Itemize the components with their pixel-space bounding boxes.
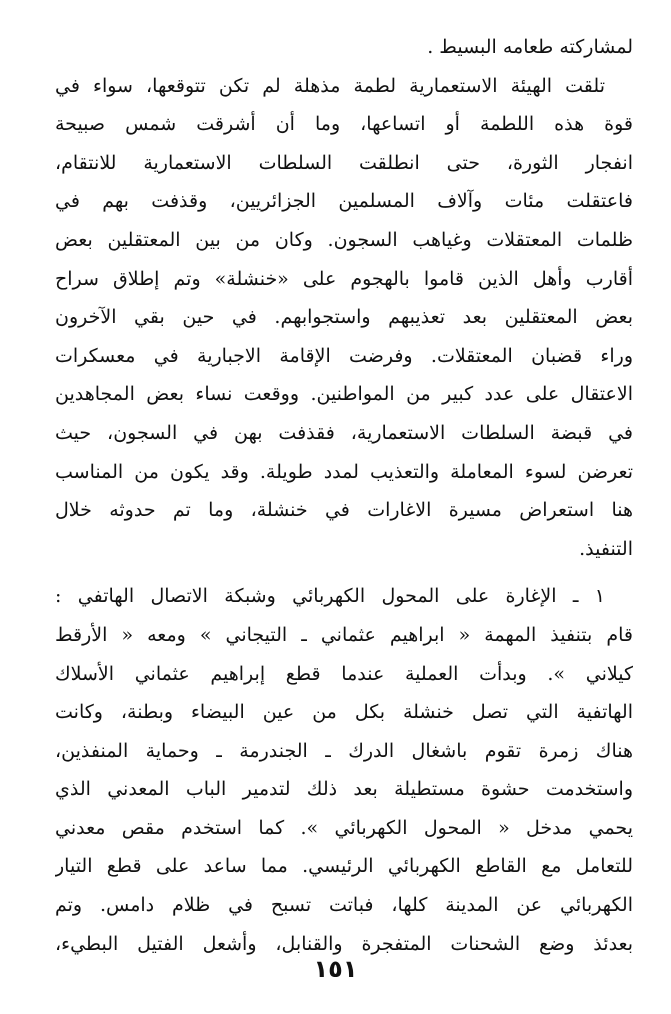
text-line: كيلاني ». وبدأت العملية عندما قطع إبراهيم عثماني الأسلاك [55,662,633,685]
text-line: انفجار الثورة، حتى انطلقت السلطات الاستعمارية للانتقام، [55,151,633,174]
text-line: الكهربائي عن المدينة كلها، فباتت تسبح في ظلام دامس. وتم [55,894,633,917]
paragraph-1 [55,28,633,67]
text-line: بعدئذ وضع الشحنات المتفجرة والقنابل، وأشعل الفتيل البطيء، [55,932,633,955]
text-line: يحمي مدخل « المحول الكهربائي ». كما استخدم مقص معدني [55,816,633,839]
page-body [55,28,633,963]
text-line: قام بتنفيذ المهمة « ابراهيم عثماني ـ التيجاني » ومعه « الأرقط [55,623,633,646]
text-line: واستخدمت حشوة مستطيلة بعد ذلك لتدمير الباب المعدني الذي [55,778,633,801]
text-line: هنا استعراض مسيرة الاغارات في خنشلة، وما تم حدوثه خلال [55,499,633,522]
text-line: للتعامل مع القاطع الكهربائي الرئيسي. مما ساعد على قطع التيار [55,855,633,878]
text-line: هناك زمرة تقوم باشغال الدرك ـ الجندرمة ـ وحماية المنفذين، [55,739,633,762]
page-number: ١٥١ [313,955,358,983]
text-line: لمشاركته طعامه البسيط . [427,36,633,58]
text-line: في قبضة السلطات الاستعمارية، فقذفت بهن في السجون، حيث [55,421,633,444]
text-line: تلقت الهيئة الاستعمارية لطمة مذهلة لم تكن تتوقعها، سواء في [55,74,605,97]
paragraph-gap [55,568,633,577]
text-line: بعض المعتقلين بعد تعذيبهم واستجوابهم. في حين بقي الآخرون [55,306,633,329]
text-line: تعرضن لسوء المعاملة والتعذيب لمدد طويلة. وقد يكون من المناسب [55,460,633,483]
section-heading-line: ١ ـ الإغارة على المحول الكهربائي وشبكة الاتصال الهاتفي : [55,585,605,608]
text-line: التنفيذ. [579,537,633,560]
text-line: الهاتفية التي تصل خنشلة بكل من عين البيضاء وبطنة، وكانت [55,701,633,724]
text-line: فاعتقلت مئات وآلاف المسلمين الجزائريين، وقذفت بهم في [55,190,633,213]
text-line: قوة هذه اللطمة أو اتساعها، وما أن أشرقت شمس صبيحة [55,113,633,136]
paragraph-2 [55,67,633,569]
paragraph-3 [55,577,633,963]
text-line: وراء قضبان المعتقلات. وفرضت الإقامة الاجبارية في معسكرات [55,344,633,367]
text-line: الاعتقال على عدد كبير من المواطنين. ووقعت نساء بعض المجاهدين [55,383,633,406]
text-line: ظلمات المعتقلات وغياهب السجون. وكان من بين المعتقلين بعض [55,228,633,251]
text-line: أقارب وأهل الذين قاموا بالهجوم على «خنشلة» وتم إطلاق سراح [55,267,633,290]
